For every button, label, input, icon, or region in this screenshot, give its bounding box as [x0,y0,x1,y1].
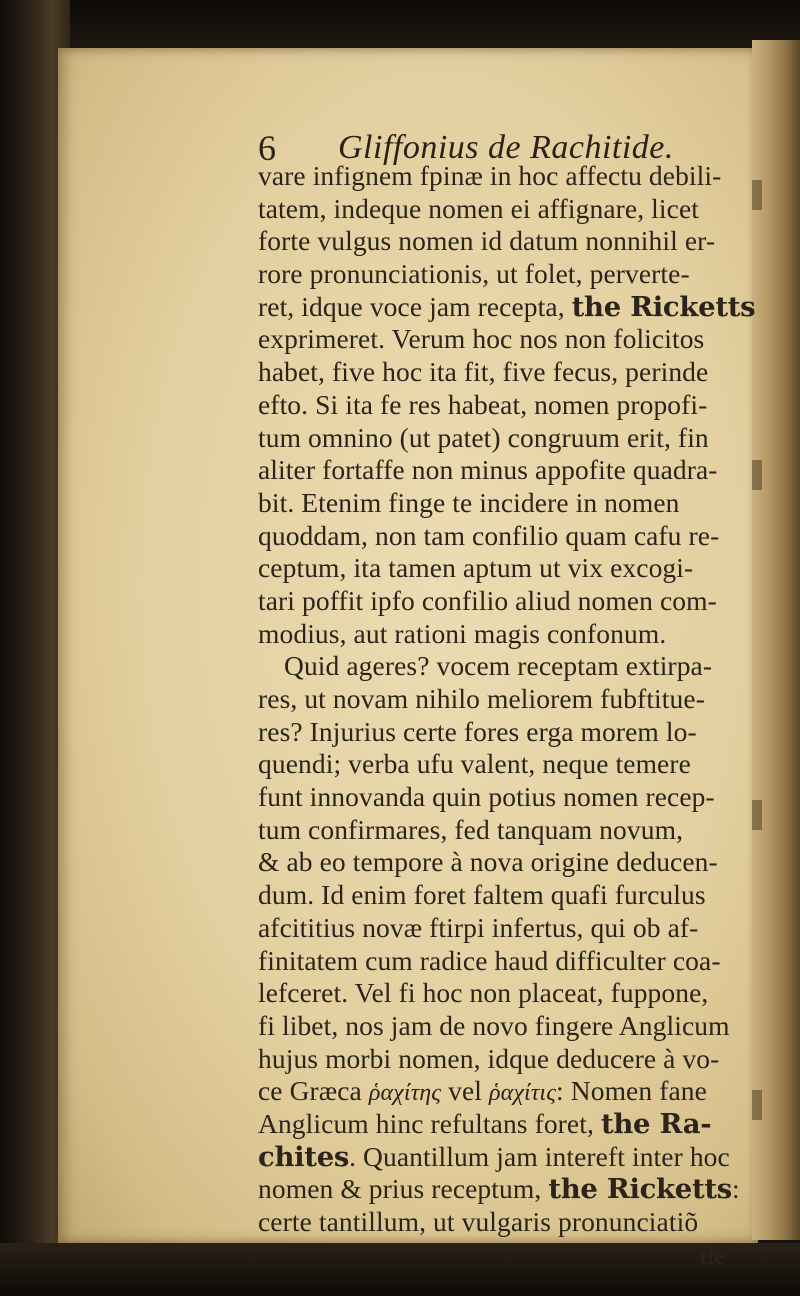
text-line: forte vulgus nomen id datum nonnihil er- [258,225,716,257]
text-line: Quid ageres? vocem receptam extirpa- [284,650,713,682]
edge-mark [752,1090,762,1120]
text-line: bit. Etenim finge te incidere in nomen [258,486,680,518]
text-line [258,1108,748,1141]
text-segment: : Nomen fane [556,1075,707,1107]
text-line [258,290,756,324]
greek-term: ῥαχίτης [368,1080,442,1107]
text-line: tum confirmares, fed tanquam novum, [258,813,684,845]
text-line: funt innovanda quin potius nomen recep- [258,781,715,813]
text-line [258,1075,748,1108]
text-line: res? Injurius certe fores erga morem lo- [258,715,697,747]
text-line [258,1141,748,1174]
text-segment: ret, idque voce jam recepta, [258,290,565,322]
text-line: lefceret. Vel fi hoc non placeat, fuppone, [258,977,709,1009]
text-line: dum. Id enim foret faltem quafi furculus [258,879,706,911]
greek-term: ῥαχίτις [489,1080,557,1107]
blackletter-term: the Ricketts [571,290,756,323]
text-line: quendi; verba ufu valent, neque temere [258,748,691,780]
blackletter-term: the Ricketts [548,1173,732,1206]
text-line: tatem, indeque nomen ei affignare, licet [258,192,700,224]
edge-mark [752,180,762,210]
text-line: finitatem cum radice haud difficulter coa- [258,944,721,976]
text-line: tari poffit ipfo confilio aliud nomen com- [258,584,717,616]
body-text [258,160,756,1271]
text-line: & ab eo tempore à nova origine deducen- [258,846,718,878]
text-line: rore pronunciationis, ut folet, perverte- [258,258,690,290]
text-line: nomen & prius receptum, the Ricketts: [258,1173,740,1206]
edge-mark [752,460,762,490]
text-line: habet, five hoc ita fit, five fecus, perinde [258,356,709,388]
catchword: de [699,1238,726,1270]
text-line: certe tantillum, ut vulgaris pronunciatiõ [258,1206,699,1237]
text-segment: Anglicum hinc refultans foret, [258,1107,594,1139]
text-line: exprimeret. Verum hoc nos non folicitos [258,323,705,355]
blackletter-term: chites [258,1140,350,1173]
text-line: tum omnino (ut patet) congruum erit, fin [258,421,709,453]
text-line: modius, aut rationi magis confonum. [258,617,667,649]
text-line: efto. Si ita fe res habeat, nomen propofi- [258,388,708,420]
text-line: quoddam, non tam confilio quam cafu re- [258,519,720,551]
text-line: vare infignem fpinæ in hoc affectu debili- [258,160,722,191]
edge-mark [752,800,762,830]
page-number: 6 [258,128,276,168]
text-line: hujus morbi nomen, idque deducere à vo- [258,1042,720,1074]
text-segment: . Quantillum jam intereft inter hoc [349,1140,730,1172]
text-line: afcititius novæ ftirpi infertus, qui ob af- [258,911,699,943]
text-line: fi libet, nos jam de novo fingere Anglicum [258,1009,730,1041]
text-segment: nomen & prius receptum, [258,1173,542,1205]
running-head: Gliffonius de Rachitide. [338,129,674,166]
blackletter-term: the Ra- [600,1107,712,1140]
text-line: ceptum, ita tamen aptum ut vix excogi- [258,552,694,584]
text-line: res, ut novam nihilo meliorem fubftitue- [258,683,705,714]
text-line: aliter fortaffe non minus appofite quadra- [258,454,718,486]
facing-page-edge [752,40,800,1240]
text-segment: ce Græca [258,1075,362,1107]
text-segment: vel [448,1075,483,1107]
